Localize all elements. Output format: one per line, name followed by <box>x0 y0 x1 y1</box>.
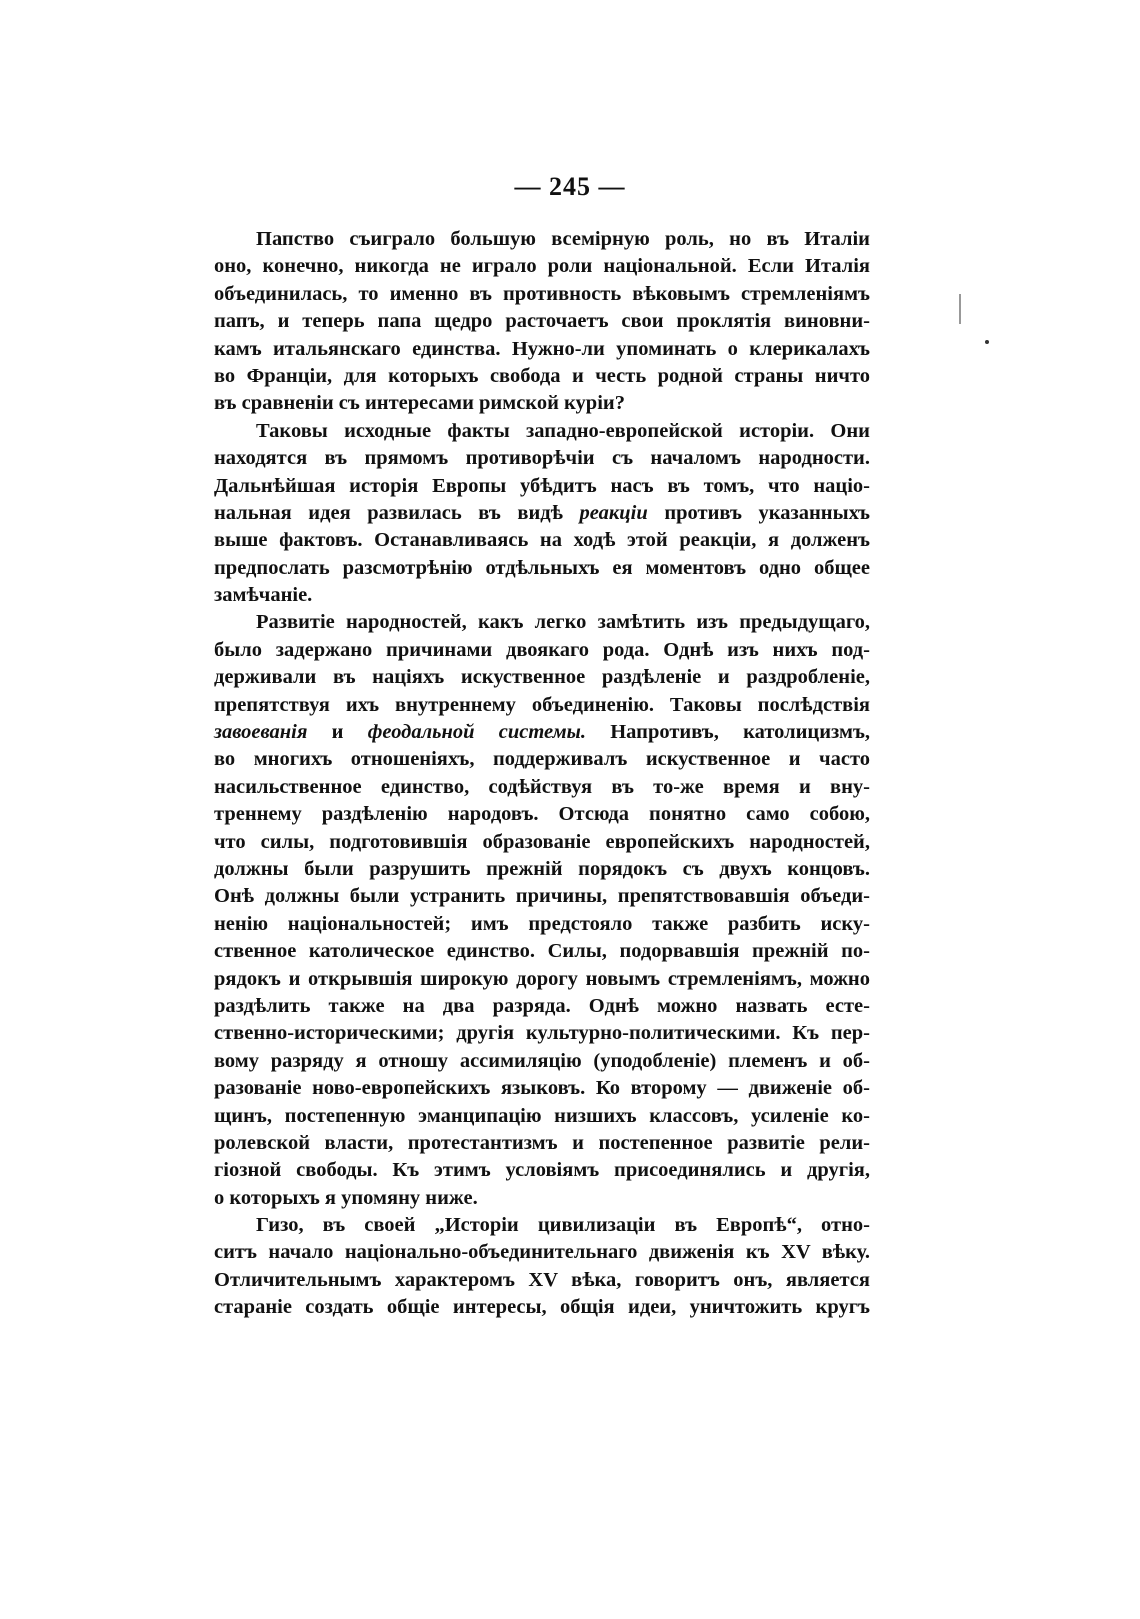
text-line: ственное католическое единство. Силы, подорвавшія прежній по- <box>214 940 870 963</box>
text-line: замѣчаніе. <box>214 584 313 607</box>
text-line: Таковы исходные факты западно-европейской исторіи. Они <box>256 419 870 442</box>
text-line: насильственное единство, содѣйствуя въ то-же время и вну- <box>214 775 870 798</box>
text-line: во многихъ отношеніяхъ, поддерживалъ искуственное и часто <box>214 748 870 771</box>
text-line: о которыхъ я упомяну ниже. <box>214 1186 478 1209</box>
text-line: было задержано причинами двоякаго рода. Однѣ изъ нихъ под- <box>214 638 870 661</box>
text-line: предпослать разсмотрѣнію отдѣльныхъ ея моментовъ одно общее <box>214 556 870 579</box>
text-line: вому разряду я отношу ассимиляцію (уподобленіе) племенъ и об- <box>214 1049 870 1072</box>
text-line: во Франціи, для которыхъ свобода и честь родной страны ничто <box>214 364 870 387</box>
italic-term: феодальной системы. <box>367 721 586 744</box>
text-line: рядокъ и открывшія широкую дорогу новымъ стремленіямъ, можно <box>214 967 870 990</box>
text-line: щинъ, постепенную эманципацію низшихъ классовъ, усиленіе ко- <box>214 1104 870 1127</box>
text-line: Папство съиграло большую всемірную роль, но въ Италіи <box>256 228 870 250</box>
text-line: Дальнѣйшая исторія Европы убѣдитъ насъ въ томъ, что націо- <box>214 474 870 497</box>
ink-speck <box>985 340 989 344</box>
text-line: выше фактовъ. Останавливаясь на ходѣ этой реакціи, я долженъ <box>214 529 870 552</box>
text-run: и <box>331 721 344 744</box>
paragraph <box>214 226 870 418</box>
italic-term: завоеванія <box>214 721 308 744</box>
text-line: стараніе создать общіе интересы, общія идеи, уничтожить кругъ <box>214 1296 870 1319</box>
text-run: нальная идея развилась въ видѣ <box>214 501 563 524</box>
text-line: папъ, и теперь папа щедро расточаетъ свои проклятія виновни- <box>214 310 870 333</box>
text-line: находятся въ прямомъ противорѣчіи съ началомъ народности. <box>214 447 870 470</box>
text-line-mixed <box>214 719 870 746</box>
text-line: препятствуя ихъ внутреннему объединенію. Таковы послѣдствія <box>214 693 870 716</box>
text-run: противъ указанныхъ <box>664 501 871 524</box>
text-line: ненію національностей; имъ предстояло также разбить иску- <box>214 912 870 935</box>
text-run: Напротивъ, католицизмъ, <box>610 721 871 744</box>
margin-mark <box>959 294 961 324</box>
text-line: гіозной свободы. Къ этимъ условіямъ присоединялись и другія, <box>214 1159 870 1182</box>
text-line: раздѣлить также на два разряда. Однѣ можно назвать есте- <box>214 994 870 1017</box>
text-line: Онѣ должны были устранить причины, препятствовавшія объеди- <box>214 885 870 908</box>
text-line: камъ итальянскаго единства. Нужно-ли упоминать о клерикалахъ <box>214 337 870 360</box>
italic-term: реакціи <box>579 501 648 524</box>
text-line: ственно-историческими; другія культурно-политическими. Къ пер- <box>214 1022 870 1045</box>
text-line-mixed <box>214 500 870 527</box>
text-line: ситъ начало національно-объединительнаго движенія къ XV вѣку. <box>214 1241 870 1264</box>
text-line: Развитіе народностей, какъ легко замѣтить изъ предыдущаго, <box>256 611 870 634</box>
paragraph <box>214 418 870 610</box>
text-line: оно, конечно, никогда не играло роли національной. Если Италія <box>214 255 870 278</box>
paragraph <box>214 1212 870 1322</box>
paragraph <box>214 609 870 1212</box>
text-line: объединилась, то именно въ противность вѣковымъ стремленіямъ <box>214 282 870 305</box>
text-line: ролевской власти, протестантизмъ и постепенное развитіе рели- <box>214 1131 870 1154</box>
text-line: въ сравненіи съ интересами римской куріи? <box>214 392 625 415</box>
text-line: держивали въ націяхъ искуственное раздѣленіе и раздробленіе, <box>214 666 870 689</box>
body-text <box>214 226 870 1322</box>
text-line: Гизо, въ своей „Исторіи цивилизаціи въ Европѣ“, отно- <box>256 1214 870 1237</box>
text-line: должны были разрушить прежній порядокъ съ двухъ концовъ. <box>214 857 870 880</box>
text-line: что силы, подготовившія образованіе европейскихъ народностей, <box>214 830 870 853</box>
page-number: — 245 — <box>514 172 626 201</box>
text-line: разованіе ново-европейскихъ языковъ. Ко второму — движеніе об- <box>214 1077 870 1100</box>
text-line: Отличительнымъ характеромъ XV вѣка, говоритъ онъ, является <box>214 1268 870 1291</box>
text-line: треннему раздѣленію народовъ. Отсюда понятно само собою, <box>214 803 870 826</box>
